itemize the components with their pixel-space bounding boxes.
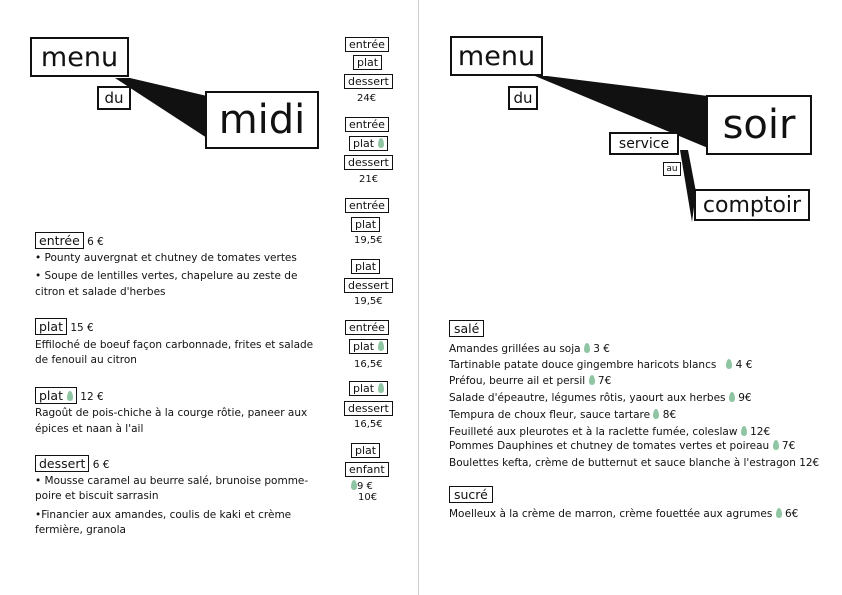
sucre-item-1: Moelleux à la crème de marron, crème fouettée aux agrumes 6€ bbox=[449, 508, 799, 520]
sale-item-5: Tempura de choux fleur, sauce tartare 8€ bbox=[449, 409, 677, 421]
vegetarian-leaf-icon bbox=[729, 392, 735, 402]
formula-1-dessert: dessert bbox=[344, 74, 393, 89]
title-menu-word-soir: menu bbox=[450, 36, 543, 76]
formula-5-plat: plat bbox=[349, 339, 388, 354]
vegetarian-leaf-icon bbox=[378, 383, 384, 393]
title-du-word-soir: du bbox=[508, 86, 538, 110]
formula-5-entree: entrée bbox=[345, 320, 389, 335]
vegetarian-leaf-icon bbox=[653, 409, 659, 419]
formula-7-price-2: 10€ bbox=[358, 492, 378, 503]
formula-2-dessert: dessert bbox=[344, 155, 393, 170]
title-menu-word: menu bbox=[30, 37, 129, 77]
vegetarian-leaf-icon bbox=[776, 508, 782, 518]
sale-item-3: Préfou, beurre ail et persil 7€ bbox=[449, 375, 612, 387]
plat-heading: plat 15 € bbox=[35, 318, 94, 335]
entree-heading: entrée 6 € bbox=[35, 232, 104, 249]
formula-4-price: 19,5€ bbox=[354, 296, 383, 307]
vegetarian-leaf-icon bbox=[589, 375, 595, 385]
vegetarian-leaf-icon bbox=[741, 426, 747, 436]
sale-item-8: Boulettes kefta, crème de butternut et sauce blanche à l'estragon 12€ bbox=[449, 457, 820, 469]
plat-veg-heading: plat 12 € bbox=[35, 387, 104, 404]
formula-3-plat: plat bbox=[351, 217, 380, 232]
dessert-heading: dessert 6 € bbox=[35, 455, 109, 472]
formula-5-price: 16,5€ bbox=[354, 359, 383, 370]
sale-item-2: Tartinable patate douce gingembre haricots blancs 4 € bbox=[449, 359, 753, 371]
formula-7-enfant: enfant bbox=[345, 462, 389, 477]
formula-1-entree: entrée bbox=[345, 37, 389, 52]
vegetarian-leaf-icon bbox=[378, 341, 384, 351]
formula-7-plat: plat bbox=[351, 443, 380, 458]
vegetarian-leaf-icon bbox=[773, 440, 779, 450]
formula-3-price: 19,5€ bbox=[354, 235, 383, 246]
title-soir-word: soir bbox=[706, 95, 812, 155]
vegetarian-leaf-icon bbox=[584, 343, 590, 353]
formula-3-entree: entrée bbox=[345, 198, 389, 213]
title-au-word: au bbox=[663, 162, 681, 176]
entree-line-1: • Pounty auvergnat et chutney de tomates vertes bbox=[35, 252, 297, 264]
sale-item-4: Salade d'épeautre, légumes rôtis, yaourt aux herbes 9€ bbox=[449, 392, 752, 404]
formula-2-price: 21€ bbox=[359, 174, 379, 185]
dessert-line-1: • Mousse caramel au beurre salé, brunoise pomme- bbox=[35, 475, 309, 487]
plat-line-1: Effiloché de boeuf façon carbonnade, frites et salade bbox=[35, 339, 314, 351]
sale-item-6: Feuilleté aux pleurotes et à la raclette fumée, coleslaw 12€ bbox=[449, 426, 771, 438]
vegetarian-leaf-icon bbox=[67, 391, 73, 401]
formula-2-plat: plat bbox=[349, 136, 388, 151]
sucre-heading: sucré bbox=[449, 486, 493, 503]
title-du-word: du bbox=[97, 86, 131, 110]
sale-item-7: Pommes Dauphines et chutney de tomates vertes et poireau 7€ bbox=[449, 440, 796, 452]
formula-7-price: 9 € bbox=[351, 480, 373, 492]
dessert-line-4: fermière, granola bbox=[35, 524, 126, 536]
plat-veg-line-2: épices et naan à l'ail bbox=[35, 423, 144, 435]
formula-6-plat: plat bbox=[349, 381, 388, 396]
formula-2-entree: entrée bbox=[345, 117, 389, 132]
title-comptoir-word: comptoir bbox=[694, 189, 810, 221]
formula-4-plat: plat bbox=[351, 259, 380, 274]
formula-6-dessert: dessert bbox=[344, 401, 393, 416]
formula-6-price: 16,5€ bbox=[354, 419, 383, 430]
vegetarian-leaf-icon bbox=[726, 359, 732, 369]
dessert-line-2: poire et biscuit sarrasin bbox=[35, 490, 159, 502]
sale-heading: salé bbox=[449, 320, 484, 337]
formula-1-plat: plat bbox=[353, 55, 382, 70]
title-service-word: service bbox=[609, 132, 679, 155]
entree-line-2: • Soupe de lentilles vertes, chapelure au zeste de bbox=[35, 270, 298, 282]
dessert-line-3: •Financier aux amandes, coulis de kaki et crème bbox=[35, 509, 292, 521]
formula-1-price: 24€ bbox=[357, 93, 377, 104]
plat-line-2: de fenouil au citron bbox=[35, 354, 137, 366]
entree-line-3: citron et salade d'herbes bbox=[35, 286, 166, 298]
plat-veg-line-1: Ragoût de pois-chiche à la courge rôtie, paneer aux bbox=[35, 407, 308, 419]
title-midi-word: midi bbox=[205, 91, 319, 149]
sale-item-1: Amandes grillées au soja 3 € bbox=[449, 343, 610, 355]
formula-4-dessert: dessert bbox=[344, 278, 393, 293]
